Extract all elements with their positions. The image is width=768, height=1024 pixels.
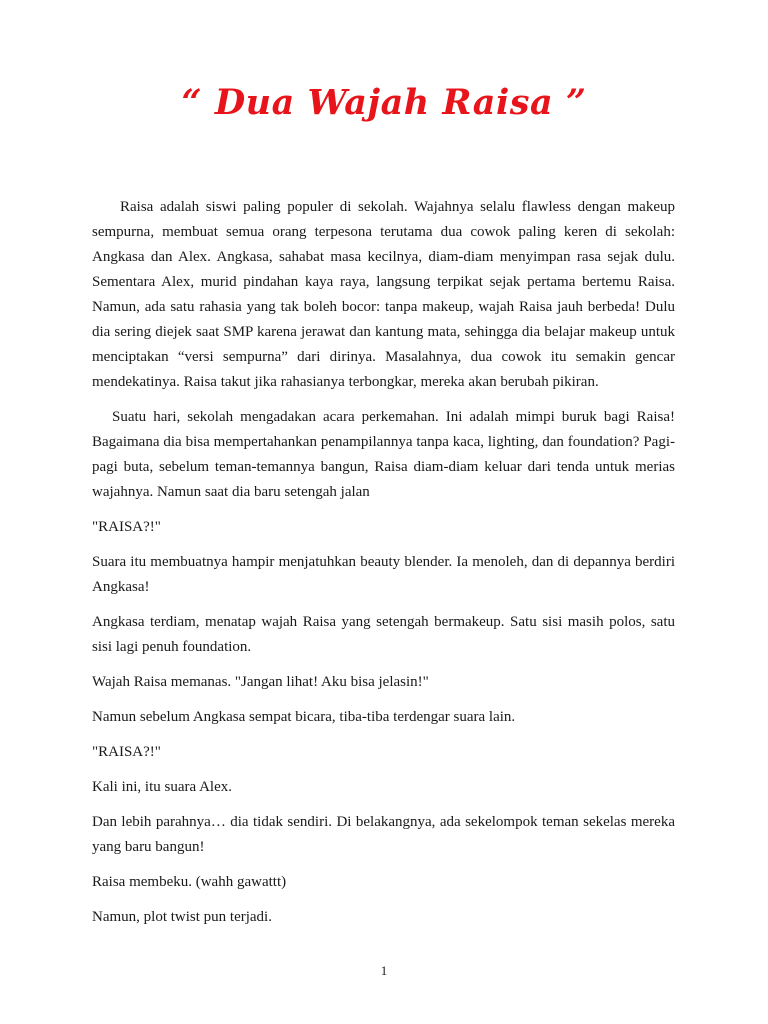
paragraph: "RAISA?!" xyxy=(92,519,161,535)
document-body xyxy=(92,195,675,940)
paragraph: Suatu hari, sekolah mengadakan acara perkemahan. Ini adalah mimpi buruk bagi Raisa! Bagaimana dia bisa mempertahankan penampilannya tanpa kaca, lighting, dan foundation? Pagi-pagi buta, sebelum teman-temannya bangun, Raisa diam-diam keluar dari tenda untuk merias wajahnya. Namun saat dia baru setengah jalan xyxy=(92,409,675,500)
document-title: “ Dua Wajah Raisa ” xyxy=(181,82,587,123)
paragraph: Wajah Raisa memanas. "Jangan lihat! Aku bisa jelasin!" xyxy=(92,674,429,690)
paragraph: Raisa membeku. (wahh gawattt) xyxy=(92,874,287,890)
paragraph: Raisa adalah siswi paling populer di sekolah. Wajahnya selalu flawless dengan makeup sempurna, membuat semua orang terpesona terutama dua cowok paling keren di sekolah: Angkasa dan Alex. Angkasa, sahabat masa kecilnya, diam-diam menyimpan rasa sejak dulu. Sementara Alex, murid pindahan kaya raya, langsung terpikat sejak pertama bertemu Raisa. Namun, ada satu rahasia yang tak boleh bocor: tanpa makeup, wajah Raisa jauh berbeda! Dulu dia sering diejek saat SMP karena jerawat dan kantung mata, sehingga dia belajar makeup untuk menciptakan “versi sempurna” dari dirinya. Masalahnya, dua cowok itu semakin gencar mendekatinya. Raisa takut jika rahasianya terbongkar, mereka akan berubah pikiran. xyxy=(92,199,675,390)
paragraph: Dan lebih parahnya… dia tidak sendiri. Di belakangnya, ada sekelompok teman sekelas mereka yang baru bangun! xyxy=(92,814,675,855)
paragraph: Namun sebelum Angkasa sempat bicara, tiba-tiba terdengar suara lain. xyxy=(92,709,516,725)
paragraph: Suara itu membuatnya hampir menjatuhkan beauty blender. Ia menoleh, dan di depannya berdiri Angkasa! xyxy=(92,554,675,595)
page-number: 1 xyxy=(380,963,388,978)
paragraph: "RAISA?!" xyxy=(92,744,161,760)
paragraph: Namun, plot twist pun terjadi. xyxy=(92,909,272,925)
paragraph: Kali ini, itu suara Alex. xyxy=(92,779,232,795)
paragraph: Angkasa terdiam, menatap wajah Raisa yang setengah bermakeup. Satu sisi masih polos, satu sisi lagi penuh foundation. xyxy=(92,614,675,655)
